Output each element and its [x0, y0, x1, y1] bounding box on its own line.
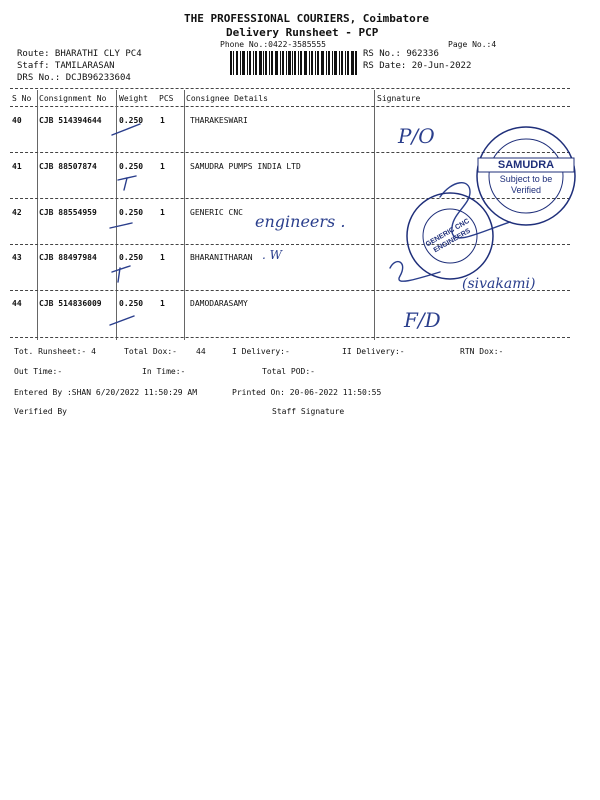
sheet-title: Delivery Runsheet - PCP: [226, 26, 379, 39]
col-header-signature: Signature: [377, 94, 421, 103]
entered-by: Entered By :SHAN 6/20/2022 11:50:29 AM: [14, 388, 198, 397]
row-consignment: CJB 88507874: [39, 162, 97, 171]
col-header-sno: S No: [12, 94, 32, 103]
row-consignee: BHARANITHARAN: [190, 253, 253, 262]
i-delivery: I Delivery:-: [232, 347, 290, 356]
total-dox-label: Total Dox:-: [124, 347, 177, 356]
row-pcs: 1: [160, 299, 165, 308]
stamp-company: SAMUDRA: [497, 159, 555, 171]
row-consignment: CJB 88554959: [39, 208, 97, 217]
pen-tick: [118, 176, 136, 190]
col-header-weight: Weight: [119, 94, 148, 103]
in-time: In Time:-: [142, 367, 186, 376]
staff-signature: Staff Signature: [272, 407, 345, 416]
row-weight: 0.250: [119, 116, 144, 125]
drs-number: DRS No.: DCJB96233604: [17, 73, 131, 83]
stamp-company: GENERIC CNC ENGINEERS: [424, 217, 472, 255]
total-pod: Total POD:-: [262, 367, 315, 376]
row-consignment: CJB 88497984: [39, 253, 97, 262]
row-weight: 0.250: [119, 253, 144, 262]
printed-on: Printed On: 20-06-2022 11:50:55: [232, 388, 382, 397]
page-number: Page No.:4: [448, 40, 497, 49]
staff-label: Staff: TAMILARASAN: [17, 61, 115, 71]
stamp-line: Subject to be: [499, 174, 553, 184]
phone-number: Phone No.:0422-3585555: [220, 40, 326, 49]
row-sno: 42: [12, 208, 22, 217]
rs-date: RS Date: 20-Jun-2022: [363, 61, 472, 71]
row-consignment: CJB 514836009: [39, 299, 102, 308]
row-consignee: GENERIC CNC: [190, 208, 243, 217]
row-pcs: 1: [160, 162, 165, 171]
col-header-pcs: PCS: [159, 94, 174, 103]
row-pcs: 1: [160, 253, 165, 262]
handwritten-sivakami: (sivakami): [462, 276, 536, 292]
total-dox-value: 44: [196, 347, 206, 356]
ii-delivery: II Delivery:-: [342, 347, 405, 356]
col-header-consignment: Consignment No: [39, 94, 107, 103]
pen-tick: [110, 223, 132, 228]
row-consignment: CJB 514394644: [39, 116, 102, 125]
stamp-line: Verified: [510, 185, 542, 195]
pen-tick: [112, 266, 130, 282]
handwritten-engineers: engineers .: [255, 212, 346, 231]
handwritten-fd: F/D: [404, 308, 441, 332]
row-weight: 0.250: [119, 299, 144, 308]
row-weight: 0.250: [119, 208, 144, 217]
row-pcs: 1: [160, 116, 165, 125]
row-sno: 44: [12, 299, 22, 308]
handwritten-po: P/O: [398, 124, 435, 148]
route-label: Route: BHARATHI CLY PC4: [17, 49, 142, 59]
rs-number: RS No.: 962336: [363, 49, 439, 59]
generic-cnc-stamp: [404, 190, 496, 282]
tot-runsheet: Tot. Runsheet:- 4: [14, 347, 96, 356]
handwritten-mark: . W: [262, 248, 282, 262]
row-sno: 40: [12, 116, 22, 125]
col-header-consignee: Consignee Details: [186, 94, 268, 103]
row-pcs: 1: [160, 208, 165, 217]
pen-tick: [112, 124, 140, 135]
row-consignee: DAMODARASAMY: [190, 299, 248, 308]
pen-tick: [110, 316, 134, 325]
out-time: Out Time:-: [14, 367, 63, 376]
company-name: THE PROFESSIONAL COURIERS, Coimbatore: [184, 12, 430, 25]
rtn-dox: RTN Dox:-: [460, 347, 504, 356]
row-consignee: SAMUDRA PUMPS INDIA LTD: [190, 162, 301, 171]
row-consignee: THARAKESWARI: [190, 116, 248, 125]
row-sno: 43: [12, 253, 22, 262]
verified-by: Verified By: [14, 407, 67, 416]
row-weight: 0.250: [119, 162, 144, 171]
row-sno: 41: [12, 162, 22, 171]
